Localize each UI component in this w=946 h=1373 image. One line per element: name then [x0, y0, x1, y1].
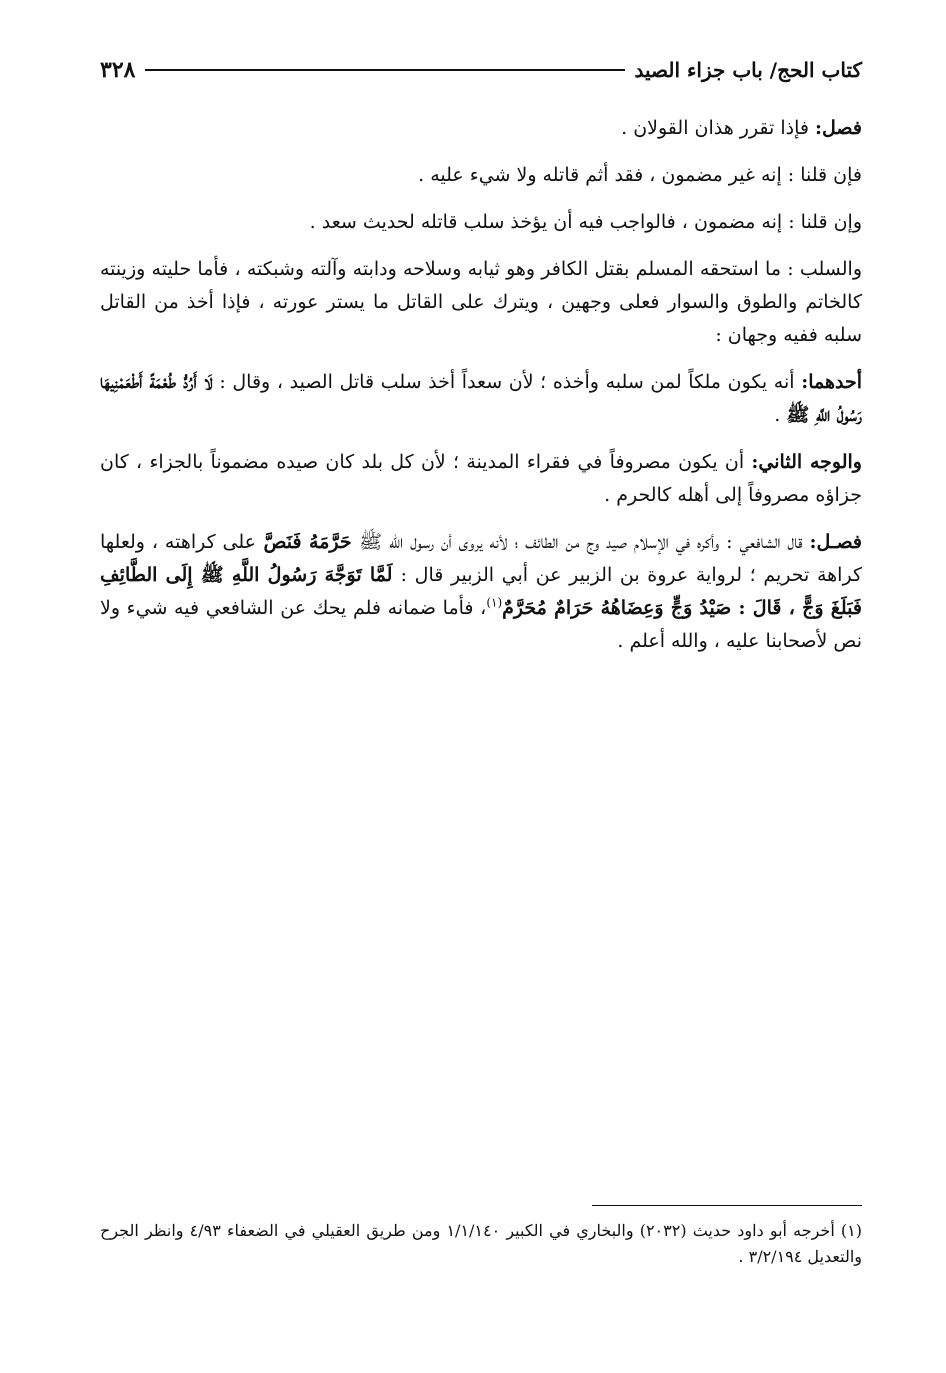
paragraph-6-lead: والوجه الثاني:: [751, 451, 862, 473]
paragraph-7: [100, 526, 862, 658]
paragraph-1-text: فإذا تقرر هذان القولان .: [621, 117, 816, 139]
footnote-number: (١): [840, 1221, 862, 1240]
paragraph-6: [100, 446, 862, 512]
paragraph-7-hadith-a: حَرَّمَهُ فَنَصَّ: [256, 531, 360, 553]
page: [100, 50, 862, 672]
paragraph-7-hadith-b: لَمَّا تَوَجَّهَ رَسُولُ اللَّهِ ﷺ إِلَى الطَّائِفِ فَبَلَغَ وَجًّ ، قَالَ : صَيْدُ وَجٍّ وَعِضَاهُهُ حَرَامٌ مُحَرَّمٌ: [100, 564, 862, 619]
paragraph-1-lead: فصل:: [815, 117, 862, 139]
paragraph-5-end: .: [774, 404, 787, 426]
paragraph-3-text: وإن قلنا : إنه مضمون ، فالواجب فيه أن يؤخذ سلب قاتله لحديث سعد .: [309, 211, 862, 233]
footnote-reference[interactable]: (١): [486, 595, 503, 610]
header-rule: [145, 69, 624, 71]
paragraph-5: [100, 366, 862, 432]
footnote-text: أخرجه أبو داود حديث (٢٠٣٢) والبخاري في الكبير ١/١/١٤٠ ومن طريق العقيلي في الضعفاء ٤/٩٣ وانظر الجرح والتعديل ٣/٢/١٩٤ .: [100, 1221, 862, 1266]
paragraph-5-hadith: لَا أَرُدُّ طُعْمَةً أَطْعَمْنِيهَا رَسُولُ اللَّهِ ﷺ: [100, 371, 862, 426]
page-number: ٣٢٨: [100, 57, 136, 83]
footnote-area: [100, 1205, 862, 1270]
paragraph-5-text: أنه يكون ملكاً لمن سلبه وأخذه ؛ لأن سعداً أخذ سلب قاتل الصيد ، وقال :: [219, 371, 802, 393]
paragraph-7-lead: فصـل:: [809, 531, 862, 553]
paragraph-2-text: فإن قلنا : إنه غير مضمون ، فقد أثم قاتله ولا شيء عليه .: [418, 164, 862, 186]
footnote-rule: [592, 1205, 862, 1206]
paragraph-4-text: والسلب : ما استحقه المسلم بقتل الكافر وهو ثيابه وسلاحه ودابته وآلته وشبكته ، فأما حليته وزينته كالخاتم والطوق والسوار فعلى وجهين ، ويترك على القاتل ما يستر عورته ، فإذا أخذ من القاتل سلبه ففيه وجهان :: [100, 258, 862, 346]
paragraph-7-text-b: على كراهته ، ولعلها كراهة تحريم ؛ لرواية عروة بن الزبير عن أبي الزبير قال :: [100, 531, 862, 586]
paragraph-1: [100, 112, 862, 145]
running-title: كتاب الحج/ باب جزاء الصيد: [634, 58, 862, 82]
paragraph-3: [100, 206, 862, 239]
footnote: [100, 1218, 862, 1270]
paragraph-6-text: أن يكون مصروفاً في فقراء المدينة ؛ لأن كل بلد كان صيده مضموناً بالجزاء ، كان جزاؤه مصروفاً إلى أهله كالحرم .: [100, 451, 862, 506]
main-text: [100, 112, 862, 658]
paragraph-2: [100, 159, 862, 192]
paragraph-5-lead: أحدهما:: [801, 371, 862, 393]
paragraph-7-text-c: ، فأما ضمانه فلم يحك عن الشافعي فيه شيء ولا نص لأصحابنا عليه ، والله أعلم .: [100, 597, 862, 652]
page-header: [100, 50, 862, 90]
paragraph-4: [100, 253, 862, 352]
paragraph-7-text-a: قال الشافعي : وأكره في الإسلام صيد وج من الطائف ؛ لأنه يروى أن رسول الله ﷺ: [359, 531, 810, 553]
